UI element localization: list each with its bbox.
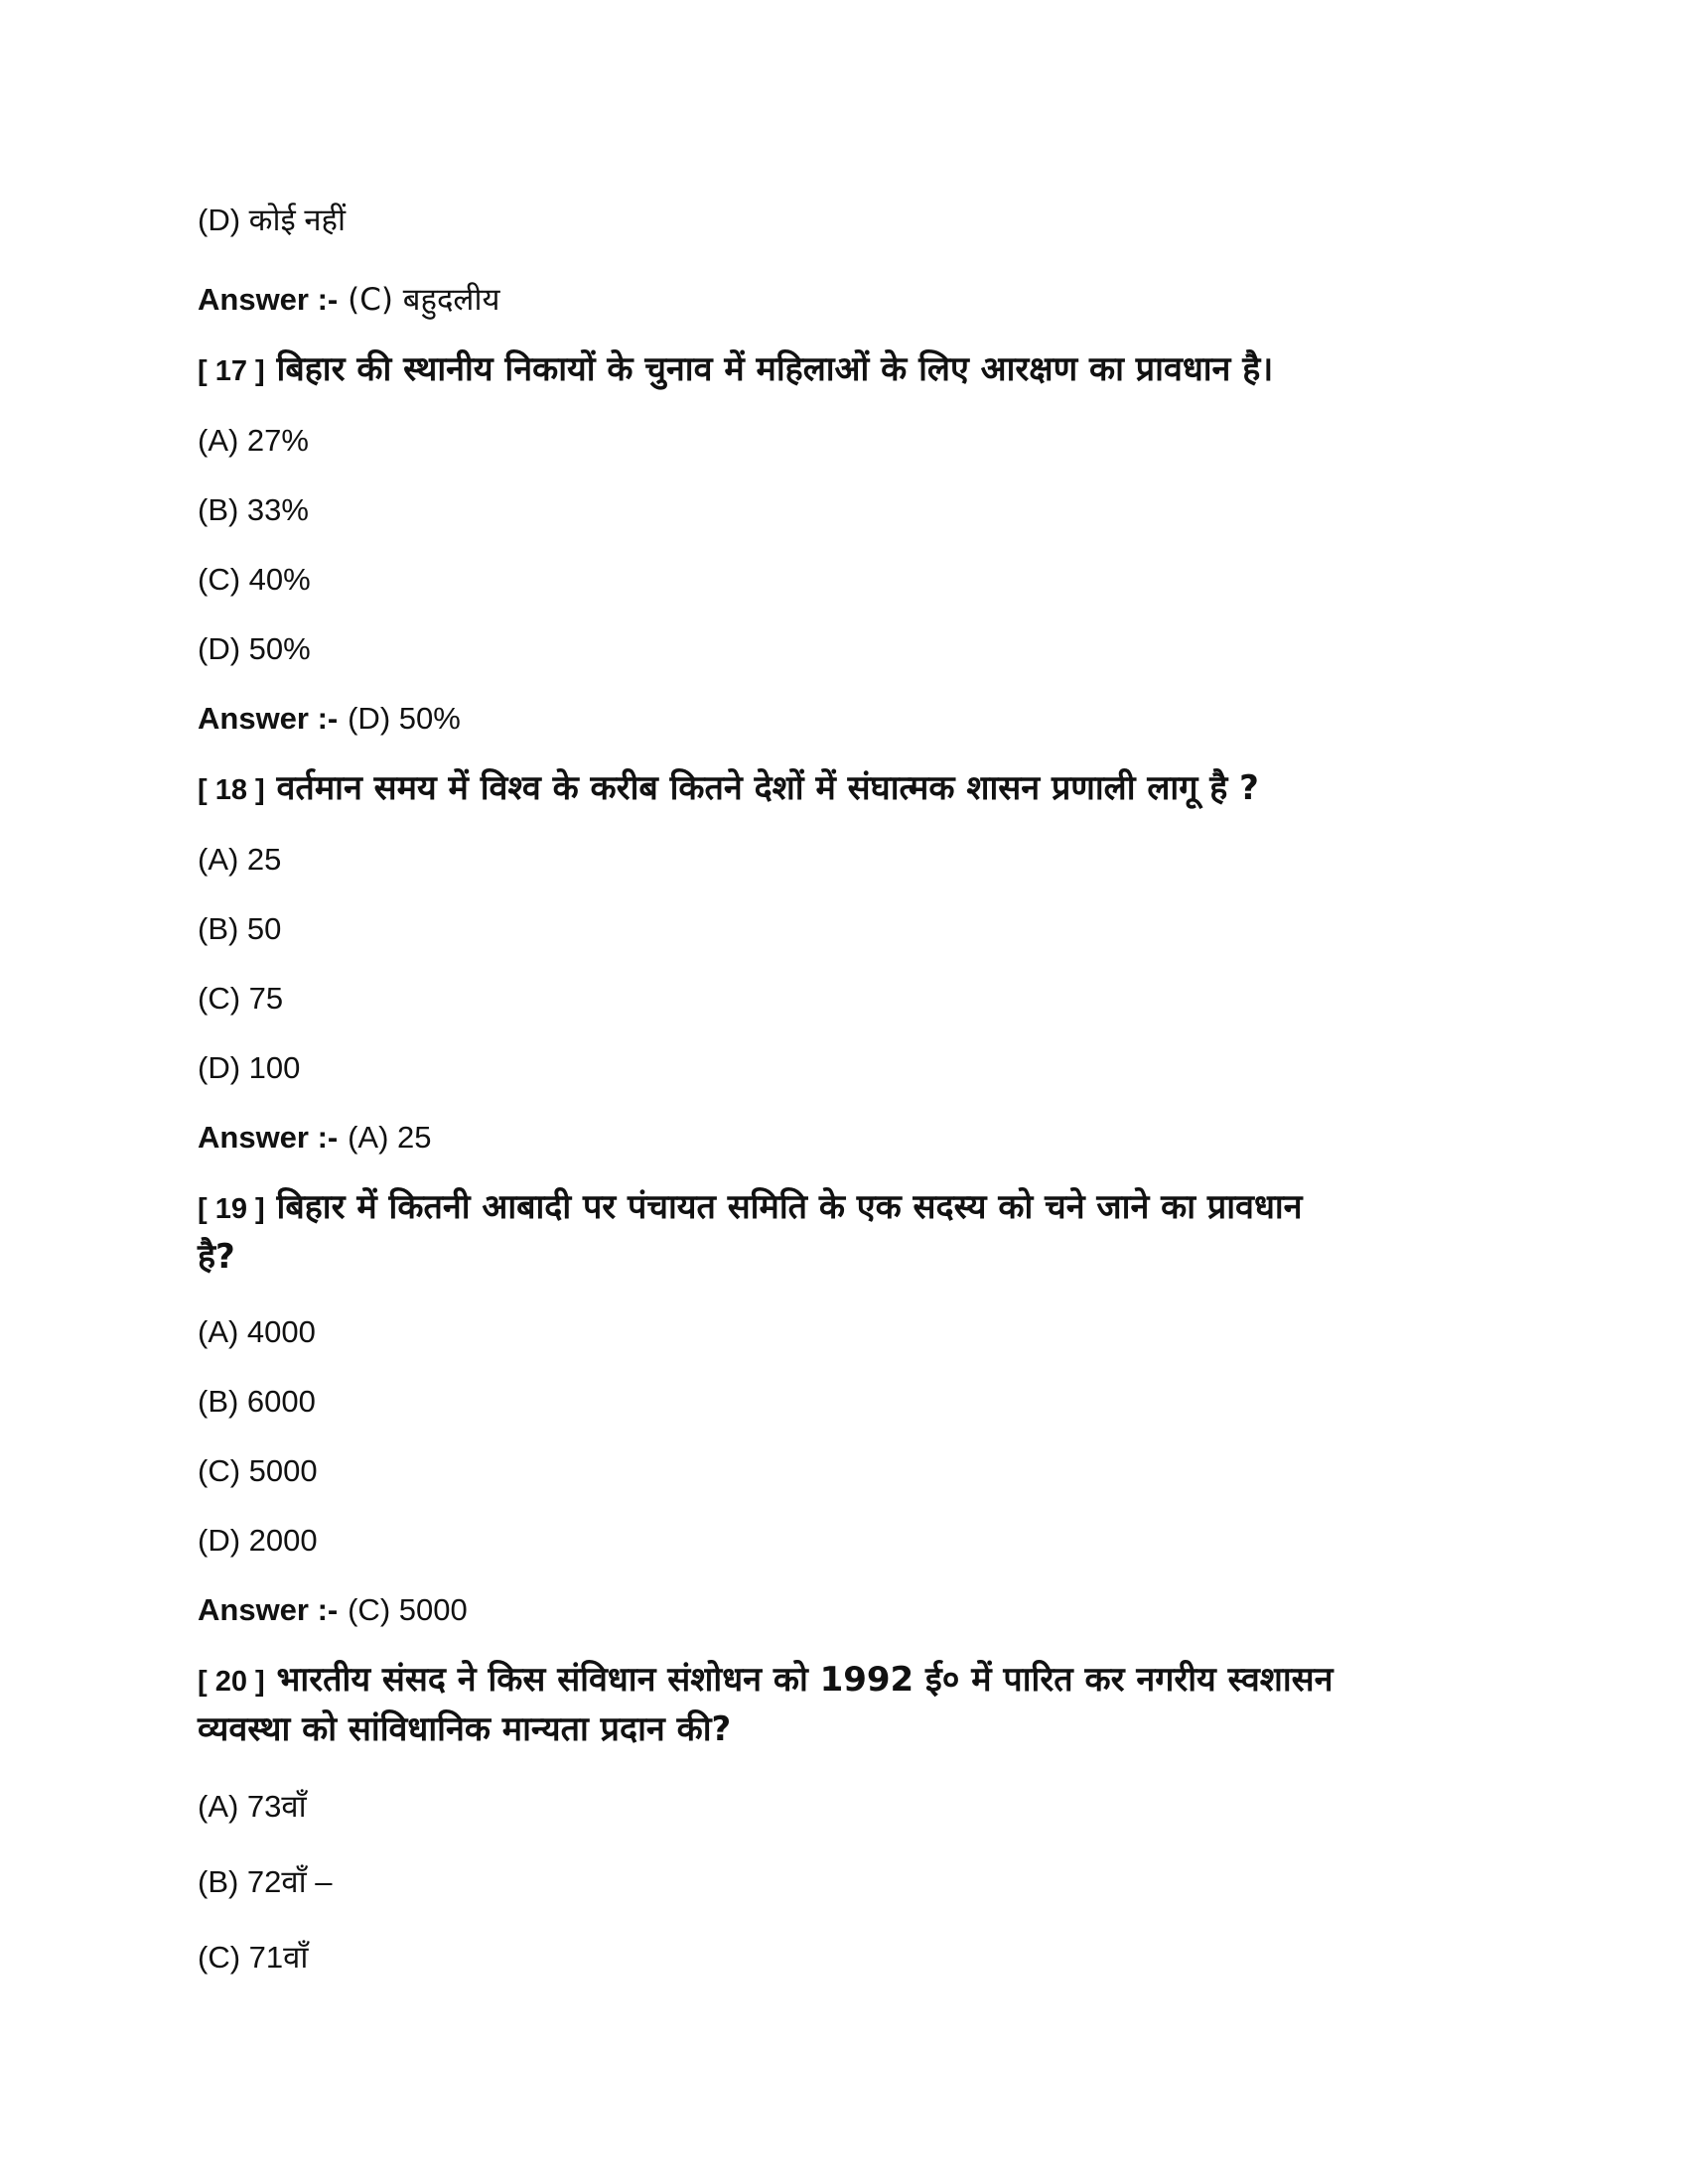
answer-line <box>198 699 461 739</box>
option-d: (D) 100 <box>198 1050 301 1085</box>
question-number: [ 17 ] <box>198 355 265 387</box>
option-c: (C) 40% <box>198 562 311 597</box>
option-c: (C) 71वाँ <box>198 1940 309 1975</box>
option-b: (B) 6000 <box>198 1384 316 1419</box>
option-d <box>198 201 346 240</box>
question-17 <box>198 349 1273 391</box>
option-a: (A) 4000 <box>198 1314 316 1349</box>
option-a: (A) 27% <box>198 423 309 458</box>
question-20 <box>198 1660 1334 1702</box>
question-19 <box>198 1187 1303 1229</box>
answer-line <box>198 280 499 320</box>
question-text: बिहार में कितनी आबादी पर पंचायत समिति के एक सदस्य को चने जाने का प्रावधान <box>276 1187 1303 1227</box>
answer-value: (D) 50% <box>348 701 461 736</box>
question-text: भारतीय संसद ने किस संविधान संशोधन को 1992 ई० में पारित कर नगरीय स्वशासन <box>276 1660 1334 1700</box>
answer-value: (C) बहुदलीय <box>348 282 500 318</box>
question-20-continued: व्यवस्था को सांविधानिक मान्यता प्रदान की? <box>198 1709 732 1749</box>
option-d: (D) 50% <box>198 631 311 666</box>
answer-label: Answer :- <box>198 1592 339 1627</box>
option-b: (B) 50 <box>198 911 282 946</box>
option-a: (A) 73वाँ <box>198 1789 307 1824</box>
option-c: (C) 5000 <box>198 1453 318 1488</box>
option-c: (C) 75 <box>198 981 284 1016</box>
option-d: (D) 2000 <box>198 1523 318 1558</box>
answer-label: Answer :- <box>198 282 339 317</box>
option-b: (B) 72वाँ – <box>198 1864 333 1899</box>
question-19-continued: है? <box>198 1237 235 1277</box>
answer-value: (C) 5000 <box>348 1592 468 1627</box>
question-18 <box>198 768 1259 810</box>
option-a: (A) 25 <box>198 842 282 877</box>
option-b: (B) 33% <box>198 492 309 527</box>
question-number: [ 18 ] <box>198 774 265 806</box>
question-text: वर्तमान समय में विश्व के करीब कितने देशों में संघात्मक शासन प्रणाली लागू है ? <box>276 768 1259 808</box>
question-number: [ 20 ] <box>198 1666 265 1698</box>
option-text: (D) कोई नहीं <box>198 203 347 237</box>
question-number: [ 19 ] <box>198 1193 265 1225</box>
question-text: बिहार की स्थानीय निकायों के चुनाव में महिलाओं के लिए आरक्षण का प्रावधान है। <box>276 349 1274 389</box>
answer-value: (A) 25 <box>348 1120 432 1155</box>
answer-line <box>198 1118 432 1158</box>
answer-label: Answer :- <box>198 701 339 736</box>
answer-label: Answer :- <box>198 1120 339 1155</box>
answer-line <box>198 1590 468 1630</box>
